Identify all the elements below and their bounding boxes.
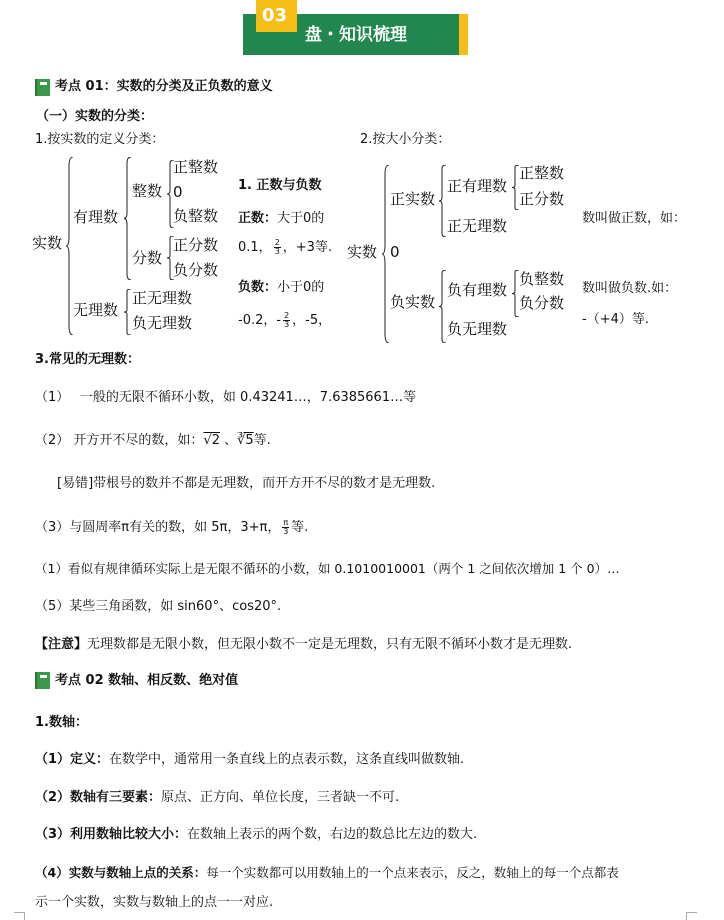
tree2-pos-irr: 正无理数 xyxy=(447,217,508,235)
posneg-title: 1. 正数与负数 xyxy=(238,178,322,193)
note-label: 【注意】 xyxy=(35,637,88,652)
text: 在数轴上表示的两个数，右边的数总比左边的数大. xyxy=(187,827,478,842)
tree2-neg-int: 负整数 xyxy=(519,270,565,288)
tree2-zero: 0 xyxy=(390,243,400,261)
neg-text: 小于0的 xyxy=(277,280,325,295)
brace xyxy=(512,270,519,317)
tree1-irrational: 无理数 xyxy=(73,301,119,319)
pos-examples xyxy=(238,239,332,256)
text: ，+3等. xyxy=(282,240,333,255)
label: （3）利用数轴比较大小： xyxy=(35,827,188,842)
brace xyxy=(124,289,131,335)
tree2-pos-frac: 正分数 xyxy=(519,190,565,208)
book-icon xyxy=(35,672,50,689)
irrational-item-1: （1） 一般的无限不循环小数，如 0.43241…，7.6385661…等 xyxy=(35,390,417,405)
tree1-neg-int: 负整数 xyxy=(173,207,219,225)
book-icon xyxy=(35,79,50,96)
tree2-pos-rat: 正有理数 xyxy=(447,177,508,195)
number-axis-title: 1.数轴： xyxy=(35,715,88,730)
banner-number: 03 xyxy=(262,5,288,26)
sqrt-2: √2 xyxy=(203,433,220,448)
kaodian-02-title: 考点 02 数轴、相反数、绝对值 xyxy=(55,673,239,688)
tree1-heading: 1.按实数的定义分类： xyxy=(35,132,165,147)
axis-item-3 xyxy=(35,827,477,843)
irrational-item-5: （5）某些三角函数，如 sin60°、cos20°. xyxy=(35,599,282,614)
denominator: 3 xyxy=(283,527,289,536)
tree1-pos-frac: 正分数 xyxy=(173,236,219,254)
label: （1）定义： xyxy=(35,752,110,767)
tree1-pos-int: 正整数 xyxy=(173,158,219,176)
denominator: 3 xyxy=(274,247,280,256)
pos-text: 大于0的 xyxy=(277,211,325,226)
banner-title: 盘・知识梳理 xyxy=(305,25,407,45)
text: 原点、正方向、单位长度，三者缺一不可. xyxy=(161,790,400,805)
banner-accent xyxy=(459,14,468,55)
brace xyxy=(512,165,519,210)
kaodian-01-title: 考点 01：实数的分类及正负数的意义 xyxy=(55,79,273,94)
fraction xyxy=(282,519,289,536)
tree2-neg-real: 负实数 xyxy=(390,293,436,311)
irrational-item-4: （1）看似有规律循环实际上是无限不循环的小数，如 0.1010010001（两个 1 之间依次增加 1 个 0）… xyxy=(35,561,620,576)
tree1-zero: 0 xyxy=(173,183,183,201)
fraction xyxy=(283,312,290,329)
irrational-item-2 xyxy=(35,433,271,449)
text: -0.2，- xyxy=(238,313,282,328)
note-text: 无理数都是无限小数，但无限小数不一定是无理数，只有无限不循环小数才是无理数. xyxy=(87,637,573,652)
axis-item-2 xyxy=(35,790,399,806)
tree2-neg-rat: 负有理数 xyxy=(447,281,508,299)
text: 每一个实数都可以用数轴上的一个点来表示，反之，数轴上的每一个点都表 xyxy=(206,865,619,880)
tree1-fraction: 分数 xyxy=(132,249,163,267)
denominator: 3 xyxy=(284,320,290,329)
common-mistake: [易错]带根号的数并不都是无理数，而开方开不尽的数才是无理数. xyxy=(57,476,436,491)
tree2-pos-note: 数叫做正数，如： xyxy=(582,211,687,226)
neg-def xyxy=(238,280,324,296)
tree2-neg-example: -（+4）等. xyxy=(582,312,649,327)
brace xyxy=(439,165,446,237)
brace xyxy=(124,157,131,280)
pos-label: 正数： xyxy=(238,211,278,226)
numerator: 2 xyxy=(274,238,280,247)
label: （4）实数与数轴上点的关系： xyxy=(35,865,207,880)
text: 等. xyxy=(291,520,309,535)
tree1-root: 实数 xyxy=(32,234,63,252)
text: （3）与圆周率π有关的数，如 5π，3+π， xyxy=(35,520,281,535)
tree2-neg-note: 数叫做负数.如： xyxy=(582,281,678,296)
tree2-pos-real: 正实数 xyxy=(390,190,436,208)
tree2-heading: 2.按大小分类： xyxy=(360,132,451,147)
tree2-root: 实数 xyxy=(347,243,378,261)
brace xyxy=(382,165,389,343)
numerator: π xyxy=(283,518,289,527)
neg-label: 负数： xyxy=(238,280,278,295)
subsection-title: （一）实数的分类： xyxy=(36,109,154,124)
tree1-neg-frac: 负分数 xyxy=(173,261,219,279)
brace xyxy=(439,270,446,343)
axis-item-1 xyxy=(35,752,464,768)
irrational-item-3 xyxy=(35,519,308,536)
axis-item-4 xyxy=(35,865,619,881)
cbrt-5: ∛5 xyxy=(237,433,254,448)
neg-examples xyxy=(238,312,331,329)
tree1-neg-irr: 负无理数 xyxy=(132,314,193,332)
page-corner-mark xyxy=(14,912,25,920)
tree2-neg-frac: 负分数 xyxy=(519,294,565,312)
text: 在数学中，通常用一条直线上的点表示数，这条直线叫做数轴. xyxy=(109,752,465,767)
tree2-pos-int: 正整数 xyxy=(519,164,565,182)
text: 等. xyxy=(253,433,271,448)
tree1-integer: 整数 xyxy=(132,182,163,200)
label: （2）数轴有三要素： xyxy=(35,790,162,805)
text: ，-5， xyxy=(292,313,332,328)
page-corner-mark xyxy=(686,912,697,920)
pos-def xyxy=(238,211,324,227)
note xyxy=(35,637,572,653)
tree1-rational: 有理数 xyxy=(73,208,119,226)
text: 、 xyxy=(219,433,238,448)
numerator: 2 xyxy=(284,311,290,320)
irrational-title: 3.常见的无理数： xyxy=(35,352,140,367)
brace xyxy=(66,157,73,335)
text: （2） 开方开不尽的数，如： xyxy=(35,433,204,448)
tree1-pos-irr: 正无理数 xyxy=(132,289,193,307)
fraction xyxy=(274,239,281,256)
axis-item-4-cont: 示一个实数，实数与数轴上的点一一对应. xyxy=(35,895,274,910)
tree2-neg-irr: 负无理数 xyxy=(447,320,508,338)
text: 0.1， xyxy=(238,240,272,255)
